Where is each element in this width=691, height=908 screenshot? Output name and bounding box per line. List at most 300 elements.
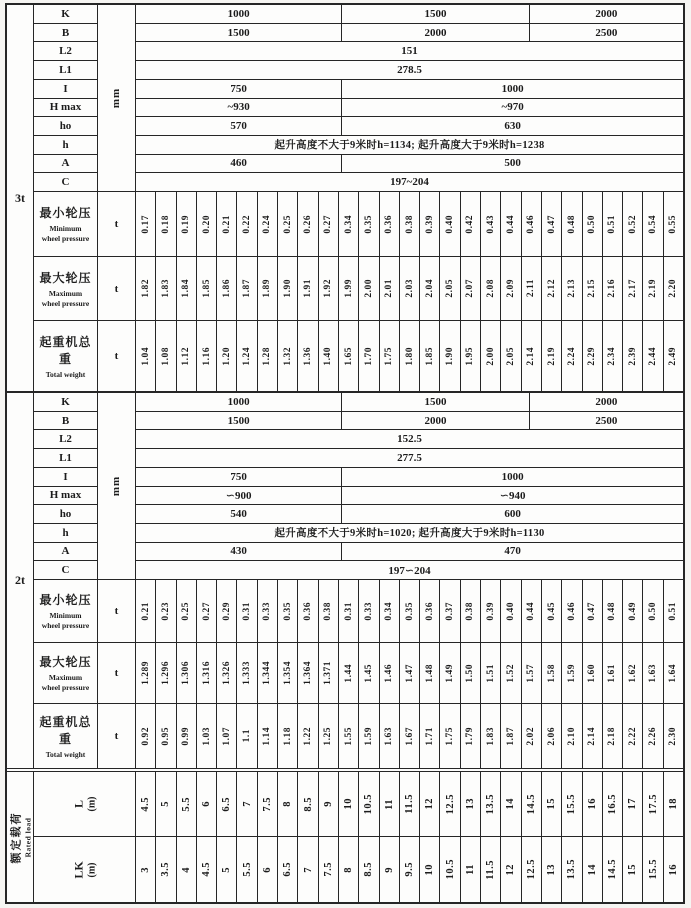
row-unit: t: [98, 580, 136, 642]
value-cell: [359, 772, 379, 836]
value-cell: [278, 704, 298, 768]
value-cell: [278, 580, 298, 642]
dim-label-h: h: [34, 136, 97, 155]
value-cell: [339, 704, 359, 768]
value-cell: [136, 257, 156, 320]
value-text: 2.02: [526, 726, 537, 746]
value-text: 0.38: [465, 601, 476, 621]
value-text: 1.59: [363, 726, 374, 746]
value-text: 1.28: [262, 346, 273, 366]
value-cell: [623, 580, 643, 642]
value-cell: [380, 643, 400, 703]
row-label-en: [42, 673, 89, 693]
value-cell: [461, 643, 481, 703]
value-cell: [501, 580, 521, 642]
value-text: 0.34: [343, 214, 354, 234]
value-cell: [583, 192, 603, 256]
value-text: 3.5: [160, 862, 172, 877]
value-cell: [136, 772, 156, 836]
data-row: [34, 704, 683, 768]
row-label-cn: 起重机总重: [39, 334, 92, 366]
value-cell: [197, 837, 217, 902]
value-text: 2.16: [607, 279, 618, 298]
rated-load-en: Rated load: [23, 817, 33, 857]
dim-value-cell: 1000: [501, 470, 524, 483]
dim-value-cell: 152.5: [397, 433, 422, 446]
dim-row-i: [136, 80, 683, 99]
value-text: 1.51: [485, 663, 496, 683]
value-cell: [359, 580, 379, 642]
value-cell: [461, 580, 481, 642]
value-cell: [177, 837, 197, 902]
row-value-cells: [136, 321, 683, 391]
value-text: 9: [322, 801, 334, 807]
row-label-cn: 最小轮压: [39, 206, 92, 221]
value-text: 12: [505, 863, 517, 876]
value-cell: [258, 192, 278, 256]
value-cell: [359, 643, 379, 703]
dim-row-h: [136, 136, 683, 155]
value-text: 1.87: [505, 726, 516, 746]
value-cell: [380, 321, 400, 391]
value-cell: [481, 704, 501, 768]
dim-row-l1: [136, 449, 683, 468]
value-cell: [461, 192, 481, 256]
value-text: 14.5: [606, 859, 618, 880]
value-cell: [583, 257, 603, 320]
dimension-value-rows: [136, 393, 683, 579]
value-cell: [583, 837, 603, 902]
value-cell: [156, 257, 176, 320]
dim-row-c: [136, 173, 683, 191]
value-cell: [440, 192, 460, 256]
value-text: 0.35: [282, 601, 293, 621]
value-text: 0.38: [323, 601, 334, 621]
value-text: 7.5: [322, 862, 334, 877]
value-text: 2.10: [566, 726, 577, 746]
dim-row-l2: [136, 430, 683, 449]
dim-row-h-max: [136, 99, 683, 118]
data-row: [34, 580, 683, 643]
value-text: 1.83: [485, 726, 496, 746]
value-cell: [420, 837, 440, 902]
value-cell: [339, 772, 359, 836]
value-text: 10: [343, 798, 355, 810]
value-text: 1.85: [424, 346, 435, 366]
row-value-cells: [136, 192, 683, 256]
value-cell: [522, 704, 542, 768]
value-text: 0.31: [343, 601, 354, 621]
value-text: 1.04: [140, 346, 151, 366]
dim-label-l1: L1: [34, 449, 97, 468]
value-cell: [501, 772, 521, 836]
value-text: 9: [383, 866, 395, 873]
dim-value-cell: 1500: [136, 24, 342, 42]
row-label-en-line: Minimum: [49, 224, 82, 234]
value-cell: [278, 192, 298, 256]
value-cell: [623, 704, 643, 768]
value-cell: [542, 192, 562, 256]
value-text: 0.27: [201, 601, 212, 621]
dim-label-b: B: [34, 24, 97, 43]
value-cell: [562, 580, 582, 642]
value-cell: [562, 837, 582, 902]
value-cell: [481, 580, 501, 642]
unit-mm-label: mm: [110, 475, 123, 497]
value-text: 0.44: [505, 214, 516, 234]
value-cell: [420, 192, 440, 256]
value-text: 11: [464, 864, 476, 875]
value-text: 1.91: [303, 279, 314, 298]
value-text: 0.46: [526, 214, 537, 234]
value-cell: [440, 837, 460, 902]
value-text: 4.5: [201, 862, 213, 877]
value-text: 1.79: [465, 726, 476, 746]
value-cell: [197, 772, 217, 836]
dim-value-cell: 2500: [595, 414, 618, 427]
capacity-label: 2t: [7, 393, 34, 768]
value-text: 15: [546, 798, 558, 810]
row-label: [34, 192, 98, 256]
dim-value-cell: 277.5: [397, 451, 422, 464]
value-text: 12.5: [444, 793, 456, 815]
value-cell: [562, 192, 582, 256]
value-cell: [136, 837, 156, 902]
value-text: 1.92: [323, 279, 334, 298]
value-text: 8: [343, 866, 355, 873]
row-label-en-line: wheel pressure: [41, 234, 90, 243]
value-text: 15.5: [647, 859, 659, 880]
value-cell: [177, 643, 197, 703]
value-cell: [501, 643, 521, 703]
value-cell: [177, 772, 197, 836]
dim-value-cell: 1500: [342, 393, 530, 411]
value-cell: [664, 580, 683, 642]
value-text: 0.51: [607, 214, 618, 234]
row-unit: t: [98, 643, 136, 703]
value-text: 6.5: [221, 796, 233, 812]
rated-load-body: [34, 772, 683, 902]
value-text: 2.03: [404, 279, 415, 298]
value-text: 1.50: [465, 663, 476, 683]
value-cell: [542, 580, 562, 642]
value-text: 14.5: [525, 793, 537, 815]
dim-value-cell: 2500: [595, 26, 618, 39]
value-cell: [197, 704, 217, 768]
value-cell: [237, 257, 257, 320]
value-text: 0.55: [668, 214, 679, 234]
value-text: 1.86: [221, 279, 232, 298]
value-text: 1.83: [160, 279, 171, 298]
value-text: 2.05: [505, 346, 516, 366]
value-text: 6: [261, 866, 273, 873]
value-cell: [156, 192, 176, 256]
value-cell: [319, 257, 339, 320]
value-text: 15: [627, 863, 639, 876]
dim-value-cell: 1500: [136, 412, 342, 430]
value-text: 2.49: [668, 346, 679, 366]
value-text: 1.47: [404, 663, 415, 683]
value-text: 0.31: [242, 601, 253, 621]
value-text: 1.03: [201, 726, 212, 746]
value-text: 0.99: [181, 726, 192, 746]
value-text: 0.17: [140, 214, 151, 234]
row-value-cells: [136, 580, 683, 642]
value-cell: [197, 321, 217, 391]
value-cell: [603, 643, 623, 703]
value-text: 1.333: [242, 661, 253, 685]
dim-value-cell: 750: [136, 80, 342, 98]
value-cell: [237, 837, 257, 902]
value-cell: [440, 643, 460, 703]
value-cell: [542, 257, 562, 320]
value-cell: [258, 257, 278, 320]
value-cell: [156, 321, 176, 391]
value-text: 9.5: [404, 862, 415, 877]
value-text: 1.71: [424, 726, 435, 746]
value-cell: [420, 257, 440, 320]
value-text: 0.48: [566, 214, 577, 234]
value-text: 1.63: [384, 726, 395, 746]
value-cell: [339, 837, 359, 902]
value-cell: [258, 704, 278, 768]
value-cell: [643, 257, 663, 320]
value-text: 1.14: [262, 726, 273, 746]
row-label-en-line: Maximum: [48, 288, 83, 298]
value-cell: [278, 257, 298, 320]
value-text: 8.5: [363, 862, 375, 877]
value-cell: [298, 192, 318, 256]
value-text: 13: [546, 863, 558, 876]
dim-label-i: I: [34, 468, 97, 487]
value-text: 1.18: [282, 726, 293, 746]
value-cell: [217, 257, 237, 320]
value-text: 16: [586, 798, 598, 810]
span-name: L: [71, 800, 86, 809]
value-text: 1.25: [323, 726, 334, 746]
value-text: 2.22: [627, 726, 638, 746]
value-text: 2.01: [384, 279, 395, 298]
data-row: [34, 192, 683, 257]
value-text: 0.27: [323, 214, 334, 234]
value-cell: [380, 257, 400, 320]
value-cell: [583, 580, 603, 642]
value-text: 1.1: [242, 729, 253, 743]
value-text: 11.5: [404, 794, 415, 814]
value-text: 0.50: [648, 601, 659, 621]
value-cell: [664, 257, 683, 320]
value-cell: [177, 321, 197, 391]
row-unit: t: [98, 704, 136, 768]
value-cell: [258, 321, 278, 391]
value-cell: [136, 321, 156, 391]
value-cell: [298, 257, 318, 320]
dim-value-cell: ~970: [501, 101, 524, 114]
row-label-en-line: wheel pressure: [41, 298, 90, 308]
value-cell: [420, 643, 440, 703]
value-text: 2.09: [505, 279, 516, 298]
value-text: 1.59: [566, 663, 577, 683]
section-3t: [7, 5, 683, 391]
value-cell: [643, 837, 663, 902]
row-label: [34, 580, 98, 642]
value-cell: [298, 580, 318, 642]
value-cell: [420, 772, 440, 836]
value-cell: [643, 704, 663, 768]
value-text: 1.20: [221, 346, 232, 366]
dim-value-cell: 起升高度不大于9米时h=1020; 起升高度大于9米时h=1130: [274, 528, 545, 540]
value-text: 0.50: [587, 214, 598, 234]
value-text: 3: [140, 866, 152, 873]
value-text: 0.92: [140, 726, 151, 746]
value-text: 1.07: [221, 726, 232, 746]
row-unit: t: [98, 192, 136, 256]
row-label-cn: 最大轮压: [39, 655, 92, 670]
value-text: 0.19: [181, 214, 192, 234]
row-label-en: [42, 611, 89, 631]
value-cell: [461, 321, 481, 391]
value-cell: [258, 837, 278, 902]
dim-value-cell: 500: [504, 157, 521, 170]
section-body: [34, 393, 683, 768]
value-text: 1.85: [201, 279, 212, 298]
dim-label-l2: L2: [34, 430, 97, 449]
value-cell: [501, 257, 521, 320]
value-text: 0.44: [526, 601, 537, 621]
section-2t: [7, 391, 683, 768]
value-cell: [623, 772, 643, 836]
dim-row-k: [136, 5, 683, 24]
value-cell: [298, 837, 318, 902]
dim-row-a: [136, 155, 683, 174]
value-cell: [237, 772, 257, 836]
data-row: [34, 643, 683, 704]
dim-label-c: C: [61, 176, 70, 189]
value-text: 12: [424, 798, 436, 810]
value-cell: [623, 321, 643, 391]
value-cell: [522, 321, 542, 391]
value-cell: [156, 643, 176, 703]
value-text: 0.35: [404, 601, 415, 621]
value-text: 0.22: [242, 214, 253, 234]
value-text: 8.5: [302, 796, 314, 812]
value-cell: [440, 580, 460, 642]
value-cell: [481, 257, 501, 320]
row-label-en: [46, 750, 86, 760]
row-label-en-line: Total weight: [45, 749, 86, 759]
dim-label-b: B: [34, 412, 97, 431]
value-text: 1.90: [445, 346, 456, 366]
dim-row-k: [136, 393, 683, 412]
rated-load-cn: 额定载荷: [10, 811, 23, 863]
value-text: 2.11: [526, 279, 537, 298]
value-cell: [562, 772, 582, 836]
value-text: 17.5: [647, 793, 659, 815]
dim-value-cell: 630: [504, 120, 521, 133]
value-cell: [237, 580, 257, 642]
value-text: 10.5: [363, 793, 375, 815]
value-cell: [501, 192, 521, 256]
value-cell: [481, 321, 501, 391]
value-cell: [380, 837, 400, 902]
dim-label-l1: L1: [34, 61, 97, 80]
span-unit: (m): [86, 862, 98, 877]
rated-load-label: [8, 811, 33, 863]
dim-label-c: C: [61, 564, 70, 577]
value-cell: [623, 257, 643, 320]
value-text: 0.54: [648, 214, 659, 234]
value-text: 2.06: [546, 726, 557, 746]
dim-row-b: [136, 24, 683, 43]
value-text: 1.75: [384, 346, 395, 366]
dim-label-a: A: [34, 543, 97, 562]
value-cell: [400, 704, 420, 768]
value-text: 6: [201, 801, 213, 807]
row-value-cells: [136, 257, 683, 320]
dim-row-ho: [136, 505, 683, 524]
dim-value-cell: 600: [504, 508, 521, 521]
value-text: 4: [180, 866, 192, 873]
value-text: 1.306: [181, 661, 192, 685]
value-text: 1.63: [648, 663, 659, 683]
value-cell: [380, 772, 400, 836]
value-text: 2.30: [668, 726, 679, 746]
dim-label-l2: L2: [34, 42, 97, 61]
value-cell: [400, 837, 420, 902]
row-label-cn: 起重机总重: [39, 714, 92, 746]
value-cell: [319, 772, 339, 836]
value-cell: [298, 772, 318, 836]
value-cell: [217, 580, 237, 642]
value-cell: [664, 837, 683, 902]
value-text: 2.19: [546, 346, 557, 366]
value-text: 2.20: [668, 279, 679, 298]
value-text: 0.95: [160, 726, 171, 746]
span-row-label-rot: [72, 861, 98, 878]
span-row-label: [34, 837, 136, 902]
value-cell: [664, 772, 683, 836]
value-text: 1.316: [201, 661, 212, 685]
value-cell: [420, 704, 440, 768]
dimension-label-column: [34, 5, 98, 191]
dim-value-cell: ∽900: [136, 487, 342, 505]
value-cell: [319, 580, 339, 642]
value-cell: [177, 192, 197, 256]
dim-value-cell: 2000: [342, 24, 530, 42]
value-cell: [156, 580, 176, 642]
value-text: 5: [221, 866, 233, 873]
dim-value-cell: 起升高度不大于9米时h=1134; 起升高度大于9米时h=1238: [274, 140, 545, 152]
value-text: 0.40: [505, 601, 516, 621]
value-text: 0.33: [262, 601, 273, 621]
value-cell: [177, 257, 197, 320]
dimension-label-column: [34, 393, 98, 579]
value-text: 13: [464, 798, 476, 810]
value-text: 0.36: [384, 214, 395, 234]
value-text: 1.354: [282, 661, 293, 685]
value-text: 0.52: [627, 214, 638, 234]
row-label-en-line: wheel pressure: [41, 621, 90, 630]
value-cell: [603, 580, 623, 642]
value-cell: [542, 321, 562, 391]
value-text: 0.23: [160, 601, 171, 621]
data-row: [34, 321, 683, 391]
dim-label-a: A: [34, 155, 97, 174]
value-text: 1.344: [262, 661, 273, 685]
value-cell: [258, 643, 278, 703]
value-text: 1.296: [160, 661, 171, 685]
value-text: 2.44: [648, 346, 659, 366]
